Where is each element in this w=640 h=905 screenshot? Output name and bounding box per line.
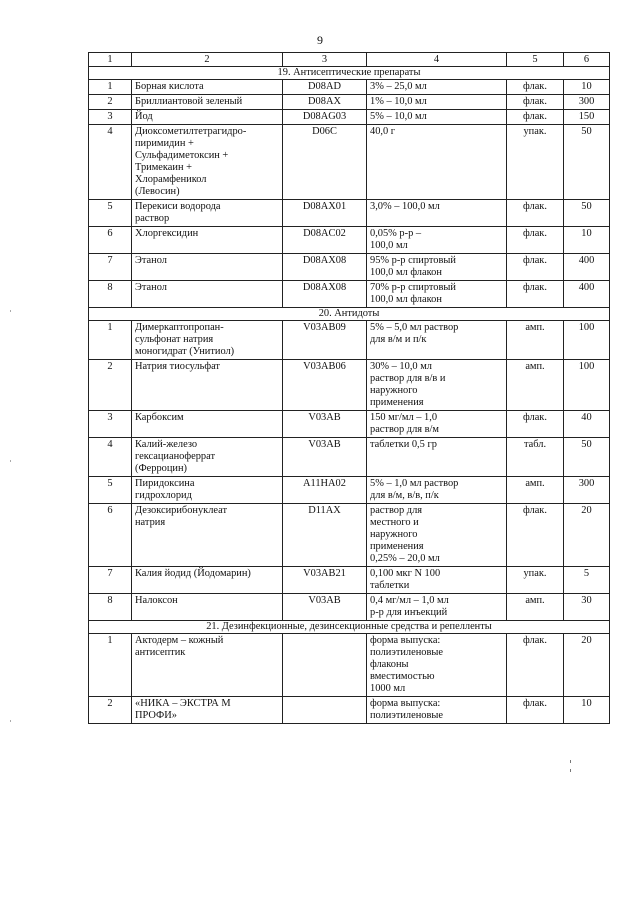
section-row: [89, 308, 610, 321]
table-cell: 3% – 25,0 мл: [367, 80, 507, 95]
table-cell: 95% р-р спиртовый 100,0 мл флакон: [367, 254, 507, 281]
table-cell: 0,100 мкг N 100 таблетки: [367, 567, 507, 594]
table-cell: 2: [89, 360, 132, 411]
table-cell: 3: [89, 411, 132, 438]
table-cell: флак.: [507, 281, 564, 308]
table-cell: 0,4 мг/мл – 1,0 мл р-р для инъекций: [367, 594, 507, 621]
table-cell: Этанол: [132, 254, 283, 281]
table-cell: 50: [564, 438, 610, 477]
table-row: [89, 567, 610, 594]
table-cell: флак.: [507, 95, 564, 110]
table-cell: упак.: [507, 125, 564, 200]
table-cell: 8: [89, 281, 132, 308]
table-cell: [283, 697, 367, 724]
table-cell: 30% – 10,0 мл раствор для в/в и наружного применения: [367, 360, 507, 411]
table-cell: табл.: [507, 438, 564, 477]
table-cell: V03AB06: [283, 360, 367, 411]
section-row: [89, 621, 610, 634]
scan-specks: [570, 760, 572, 782]
table-cell: 6: [89, 504, 132, 567]
table-cell: 4: [89, 125, 132, 200]
table-cell: 10: [564, 80, 610, 95]
table-cell: D11AX: [283, 504, 367, 567]
header-cell: 4: [367, 53, 507, 67]
table-row: [89, 360, 610, 411]
table-cell: «НИКА – ЭКСТРА М ПРОФИ»: [132, 697, 283, 724]
table-cell: 300: [564, 95, 610, 110]
table-cell: флак.: [507, 80, 564, 95]
table-cell: Дезоксирибонуклеат натрия: [132, 504, 283, 567]
table-cell: D08AX: [283, 95, 367, 110]
table-cell: флак.: [507, 634, 564, 697]
page-number: 9: [317, 33, 323, 47]
table-cell: 50: [564, 125, 610, 200]
table-cell: 150 мг/мл – 1,0 раствор для в/м: [367, 411, 507, 438]
table-cell: 1% – 10,0 мл: [367, 95, 507, 110]
table-row: [89, 321, 610, 360]
table-cell: 10: [564, 227, 610, 254]
table-cell: флак.: [507, 200, 564, 227]
table-cell: амп.: [507, 360, 564, 411]
table-row: [89, 125, 610, 200]
table-cell: 100: [564, 360, 610, 411]
table-row: [89, 634, 610, 697]
table-cell: 100: [564, 321, 610, 360]
table-cell: Бриллиантовой зеленый: [132, 95, 283, 110]
table-cell: флак.: [507, 697, 564, 724]
header-row: [89, 53, 610, 67]
table-cell: Этанол: [132, 281, 283, 308]
table-row: [89, 200, 610, 227]
table-cell: 4: [89, 438, 132, 477]
table-cell: 20: [564, 634, 610, 697]
table-cell: D08AX01: [283, 200, 367, 227]
table-body: [89, 53, 610, 724]
table-cell: D08AG03: [283, 110, 367, 125]
table-cell: Борная кислота: [132, 80, 283, 95]
table-cell: A11HA02: [283, 477, 367, 504]
table-cell: Калий-железо гексацианоферрат (Ферроцин): [132, 438, 283, 477]
table-cell: 6: [89, 227, 132, 254]
table-cell: Натрия тиосульфат: [132, 360, 283, 411]
table-cell: Актодерм – кожный антисептик: [132, 634, 283, 697]
table-cell: Хлоргексидин: [132, 227, 283, 254]
table-cell: 5: [89, 477, 132, 504]
table-row: [89, 80, 610, 95]
section-title: 21. Дезинфекционные, дезинсекционные средства и репелленты: [89, 621, 610, 634]
table-cell: Перекиси водорода раствор: [132, 200, 283, 227]
table-cell: 10: [564, 697, 610, 724]
table-cell: 400: [564, 254, 610, 281]
table-cell: 5% – 1,0 мл раствор для в/м, в/в, п/к: [367, 477, 507, 504]
table-cell: Карбоксим: [132, 411, 283, 438]
table-cell: 5% – 5,0 мл раствор для в/м и п/к: [367, 321, 507, 360]
table-cell: 7: [89, 254, 132, 281]
table-cell: D08AC02: [283, 227, 367, 254]
table-cell: флак.: [507, 254, 564, 281]
table-cell: V03AB: [283, 438, 367, 477]
table-cell: 2: [89, 95, 132, 110]
table-cell: 1: [89, 80, 132, 95]
table-cell: флак.: [507, 504, 564, 567]
table-cell: V03AB: [283, 594, 367, 621]
table-cell: D08AX08: [283, 254, 367, 281]
table-cell: 3,0% – 100,0 мл: [367, 200, 507, 227]
table-cell: 70% р-р спиртовый 100,0 мл флакон: [367, 281, 507, 308]
table-cell: 5% – 10,0 мл: [367, 110, 507, 125]
table-cell: флак.: [507, 110, 564, 125]
table-cell: Диоксометилтетрагидро- пиримидин + Сульфадиметоксин + Тримекаин + Хлорамфеникол (Левосин): [132, 125, 283, 200]
header-cell: 5: [507, 53, 564, 67]
table-cell: флак.: [507, 411, 564, 438]
table-cell: флак.: [507, 227, 564, 254]
table-cell: D08AX08: [283, 281, 367, 308]
table-cell: амп.: [507, 477, 564, 504]
table-row: [89, 110, 610, 125]
table-cell: V03AB21: [283, 567, 367, 594]
table-cell: таблетки 0,5 гр: [367, 438, 507, 477]
table-cell: 3: [89, 110, 132, 125]
section-title: 20. Антидоты: [89, 308, 610, 321]
table-cell: Димеркаптопропан- сульфонат натрия моногидрат (Унитиол): [132, 321, 283, 360]
table-cell: 40: [564, 411, 610, 438]
table-cell: форма выпуска: полиэтиленовые: [367, 697, 507, 724]
table-cell: V03AB: [283, 411, 367, 438]
scan-edge-mark: [10, 310, 11, 312]
table-cell: амп.: [507, 594, 564, 621]
header-cell: 1: [89, 53, 132, 67]
table-cell: форма выпуска: полиэтиленовые флаконы вместимостью 1000 мл: [367, 634, 507, 697]
section-title: 19. Антисептические препараты: [89, 67, 610, 80]
header-cell: 6: [564, 53, 610, 67]
table-cell: [283, 634, 367, 697]
table-cell: 50: [564, 200, 610, 227]
table-cell: 150: [564, 110, 610, 125]
table-cell: 8: [89, 594, 132, 621]
table-cell: упак.: [507, 567, 564, 594]
table-row: [89, 95, 610, 110]
table-row: [89, 594, 610, 621]
table-row: [89, 411, 610, 438]
table-cell: 2: [89, 697, 132, 724]
table-cell: 300: [564, 477, 610, 504]
table-cell: раствор для местного и наружного применения 0,25% – 20,0 мл: [367, 504, 507, 567]
table-cell: Йод: [132, 110, 283, 125]
table-cell: 30: [564, 594, 610, 621]
table-cell: 40,0 г: [367, 125, 507, 200]
header-cell: 2: [132, 53, 283, 67]
table-row: [89, 697, 610, 724]
scan-edge-mark: [10, 720, 11, 722]
table-cell: амп.: [507, 321, 564, 360]
scan-edge-mark: [10, 460, 11, 462]
table-cell: D06C: [283, 125, 367, 200]
table-row: [89, 281, 610, 308]
table-cell: Пиридоксина гидрохлорид: [132, 477, 283, 504]
table-cell: 5: [564, 567, 610, 594]
medicines-table: [88, 52, 610, 724]
table-row: [89, 227, 610, 254]
table-cell: Калия йодид (Йодомарин): [132, 567, 283, 594]
table-cell: 20: [564, 504, 610, 567]
table-cell: 7: [89, 567, 132, 594]
section-row: [89, 67, 610, 80]
table-cell: D08AD: [283, 80, 367, 95]
table-cell: 400: [564, 281, 610, 308]
table-row: [89, 504, 610, 567]
table-row: [89, 477, 610, 504]
table-row: [89, 254, 610, 281]
table-row: [89, 438, 610, 477]
table-cell: V03AB09: [283, 321, 367, 360]
table-cell: 1: [89, 321, 132, 360]
table-cell: Налоксон: [132, 594, 283, 621]
table-cell: 0,05% р-р – 100,0 мл: [367, 227, 507, 254]
table-cell: 1: [89, 634, 132, 697]
table-cell: 5: [89, 200, 132, 227]
header-cell: 3: [283, 53, 367, 67]
